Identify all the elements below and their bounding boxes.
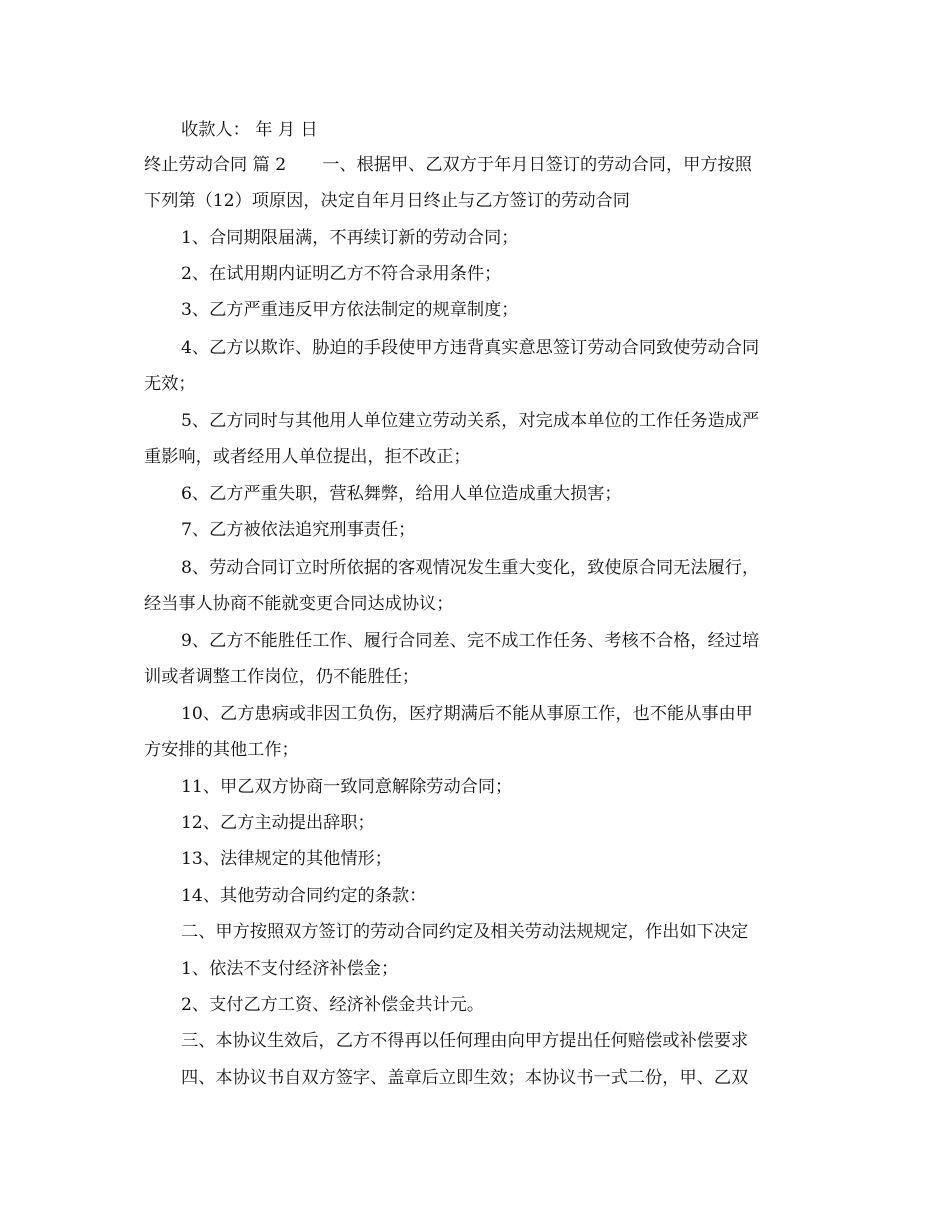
- list-item-4: 4、乙方以欺诈、胁迫的手段使甲方违背真实意思签订劳动合同致使劳动合同: [181, 338, 760, 358]
- decision-item-1: 1、依法不支付经济补偿金；: [181, 959, 399, 979]
- list-item-6: 6、乙方严重失职，营私舞弊，给用人单位造成重大损害；: [181, 484, 622, 504]
- heading-line: [144, 153, 752, 177]
- list-item-5-cont: 重影响，或者经用人单位提出，拒不改正；: [144, 447, 471, 467]
- list-item-4-cont: 无效；: [144, 374, 196, 394]
- list-item-1: 1、合同期限届满，不再续订新的劳动合同；: [181, 228, 519, 248]
- list-item-13: 13、法律规定的其他情形；: [181, 849, 392, 869]
- intro-text: 一、根据甲、乙双方于年月日签订的劳动合同，甲方按照: [322, 155, 752, 175]
- list-item-8: 8、劳动合同订立时所依据的客观情况发生重大变化，致使原合同无法履行，: [181, 558, 760, 578]
- section-2: 二、甲方按照双方签订的劳动合同约定及相关劳动法规规定，作出如下决定: [181, 922, 749, 942]
- list-item-9: 9、乙方不能胜任工作、履行合同差、完不成工作任务、考核不合格，经过培: [181, 631, 760, 651]
- receipt-line: 收款人： 年 月 日: [181, 120, 318, 140]
- list-item-10-cont: 方安排的其他工作；: [144, 740, 299, 760]
- list-item-3: 3、乙方严重违反甲方依法制定的规章制度；: [181, 300, 519, 320]
- section-3: 三、本协议生效后，乙方不得再以任何理由向甲方提出任何赔偿或补偿要求: [181, 1031, 749, 1051]
- section-4: 四、本协议书自双方签字、盖章后立即生效；本协议书一式二份，甲、乙双: [181, 1068, 749, 1088]
- list-item-9-cont: 训或者调整工作岗位，仍不能胜任；: [144, 667, 420, 687]
- list-item-10: 10、乙方患病或非因工负伤，医疗期满后不能从事原工作，也不能从事由甲: [181, 704, 753, 724]
- list-item-7: 7、乙方被依法追究刑事责任；: [181, 520, 416, 540]
- list-item-11: 11、甲乙双方协商一致同意解除劳动合同；: [181, 777, 513, 797]
- list-item-12: 12、乙方主动提出辞职；: [181, 813, 375, 833]
- list-item-2: 2、在试用期内证明乙方不符合录用条件；: [181, 264, 502, 284]
- list-item-14: 14、其他劳动合同约定的条款：: [181, 886, 427, 906]
- section-heading: 终止劳动合同 篇 2: [144, 155, 287, 175]
- intro-line-2: 下列第（12）项原因，决定自年月日终止与乙方签订的劳动合同: [144, 191, 630, 211]
- list-item-8-cont: 经当事人协商不能就变更合同达成协议；: [144, 594, 454, 614]
- list-item-5: 5、乙方同时与其他用人单位建立劳动关系，对完成本单位的工作任务造成严: [181, 411, 760, 431]
- decision-item-2: 2、支付乙方工资、经济补偿金共计元。: [181, 995, 485, 1015]
